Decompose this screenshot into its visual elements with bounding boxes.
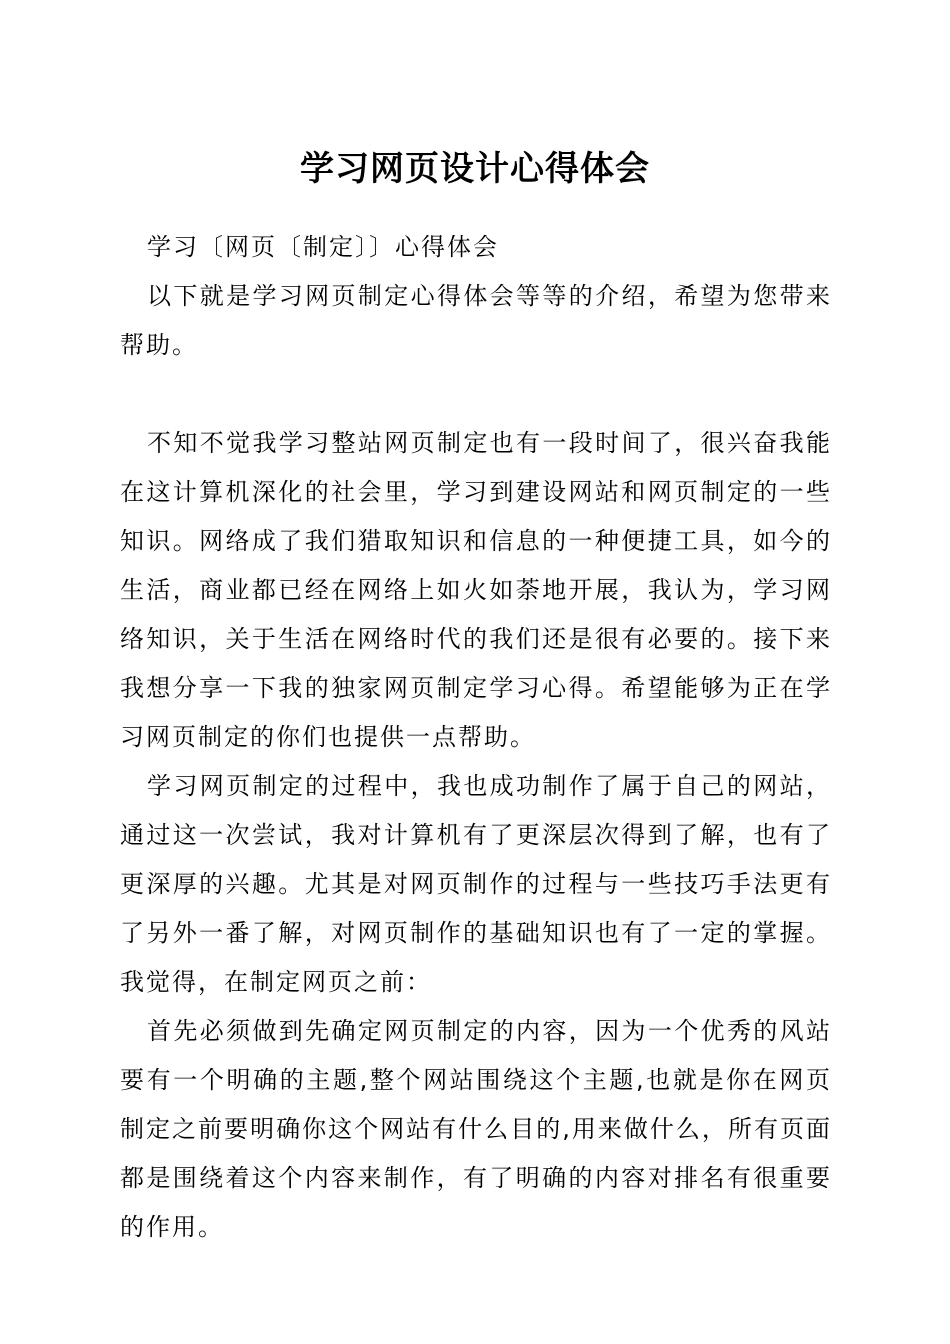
blank-line	[120, 370, 832, 419]
paragraph-intro: 以下就是学习网页制定心得体会等等的介绍，希望为您带来帮助。	[120, 282, 832, 359]
document-title: 学习网页设计心得体会	[300, 149, 650, 189]
paragraph-body-2: 学习网页制定的过程中，我也成功制作了属于自己的网站，通过这一次尝试，我对计算机有了更深层次得到了解，也有了更深厚的兴趣。尤其是对网页制作的过程与一些技巧手法更有了另外一番了解，对网页制作的基础知识也有了一定的掌握。我觉得，在制定网页之前：	[120, 772, 832, 996]
paragraph-body-1: 不知不觉我学习整站网页制定也有一段时间了，很兴奋我能在这计算机深化的社会里，学习到建设网站和网页制定的一些知识。网络成了我们猎取知识和信息的一种便捷工具，如今的生活，商业都已经在网络上如火如荼地开展，我认为，学习网络知识，关于生活在网络时代的我们还是很有必要的。接下来我想分享一下我的独家网页制定学习心得。希望能够为正在学习网页制定的你们也提供一点帮助。	[120, 429, 832, 751]
paragraph-body-3: 首先必须做到先确定网页制定的内容，因为一个优秀的风站要有一个明确的主题,整个网站围绕这个主题,也就是你在网页制定之前要明确你这个网站有什么目的,用来做什么，所有页面都是围绕着这个内容来制作，有了明确的内容对排名有很重要的作用。	[120, 1017, 832, 1241]
document-body	[120, 223, 832, 1252]
paragraph-subtitle: 学习〔网页〔制定〕〕心得体会	[147, 233, 499, 261]
